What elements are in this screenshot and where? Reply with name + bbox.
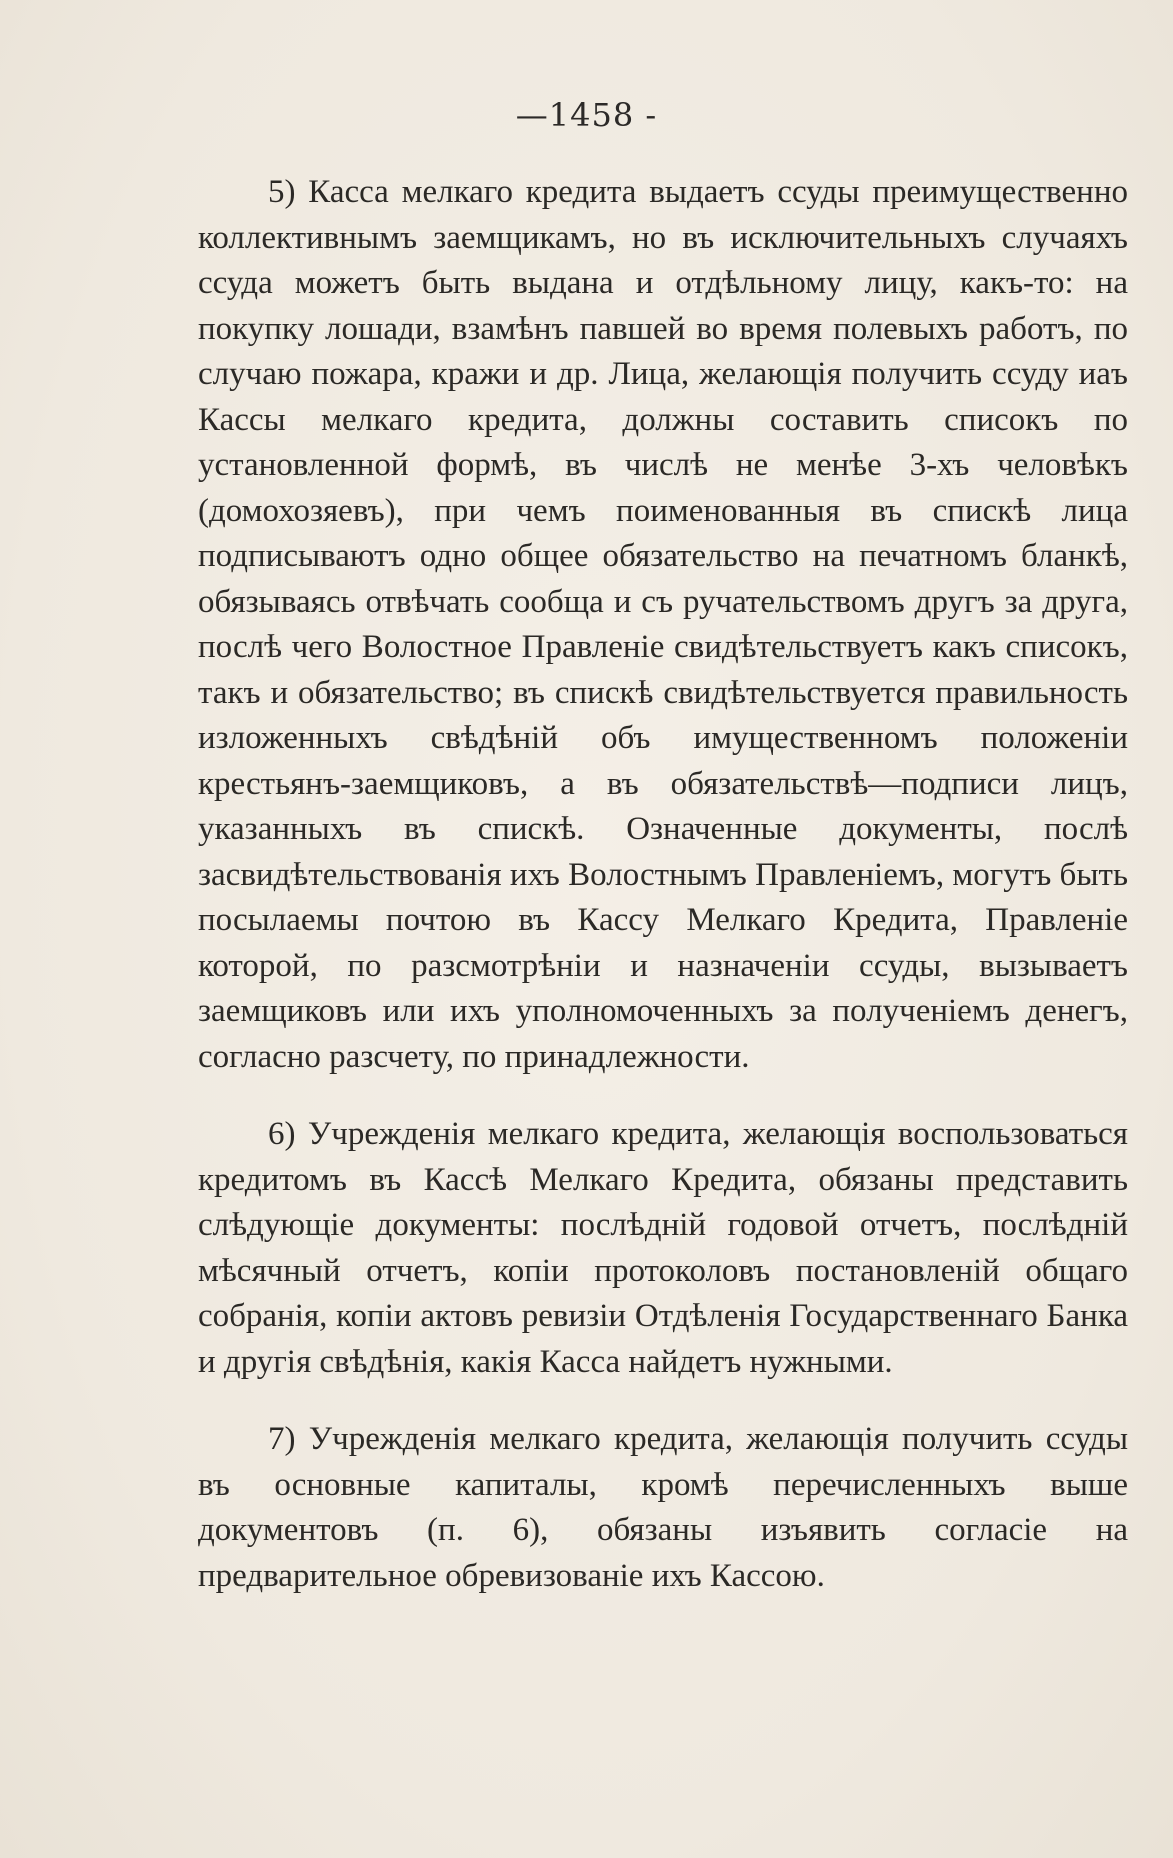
body-text bbox=[198, 170, 1128, 1599]
page-number: —1458 - bbox=[515, 96, 658, 134]
paragraph-5: 5) Касса мелкаго кредита выдаетъ ссуды преимущественно коллективнымъ заемщикамъ, но въ исключительныхъ случаяхъ ссуда можетъ быть выдана и отдѣльному лицу, какъ-то: на покупку лошади, взамѣнъ павшей во время полевыхъ работъ, по случаю пожара, кражи и др. Лица, желающія получить ссуду иаъ Кассы мелкаго кредита, должны составить списокъ по установленной формѣ, въ числѣ не менѣе 3-хъ человѣкъ (домохозяевъ), при чемъ поименованныя въ спискѣ лица подписываютъ одно общее обязательство на печатномъ бланкѣ, обязываясь отвѣчать сообща и съ ручательствомъ другъ за друга, послѣ чего Волостное Правленіе свидѣтельствуетъ какъ списокъ, такъ и обязательство; въ спискѣ свидѣтельствуется правильность изложенныхъ свѣдѣній объ имущественномъ положеніи крестьянъ-заемщиковъ, а въ обязательствѣ—подписи лицъ, указанныхъ въ спискѣ. Означенные документы, послѣ засвидѣтельствованія ихъ Волостнымъ Правленіемъ, могутъ быть посылаемы почтою въ Кассу Мелкаго Кредита, Правленіе которой, по разсмотрѣніи и назначеніи ссуды, вызываетъ заемщиковъ или ихъ уполномоченныхъ за полученіемъ денегъ, согласно разсчету, по принадлежности. bbox=[198, 174, 1128, 1075]
paragraph-7: 7) Учрежденія мелкаго кредита, желающія получить ссуды въ основные капиталы, кромѣ перечисленныхъ выше документовъ (п. 6), обязаны изъявить согласіе на предварительное обревизованіе ихъ Кассою. bbox=[198, 1421, 1128, 1594]
paragraph-6: 6) Учрежденія мелкаго кредита, желающія воспользоваться кредитомъ въ Кассѣ Мелкаго Кредита, обязаны представить слѣдующіе документы: послѣдній годовой отчетъ, послѣдній мѣсячный отчетъ, копіи протоколовъ постановленій общаго собранія, копіи актовъ ревизіи Отдѣленія Государственнаго Банка и другія свѣдѣнія, какія Касса найдетъ нужными. bbox=[198, 1116, 1128, 1380]
